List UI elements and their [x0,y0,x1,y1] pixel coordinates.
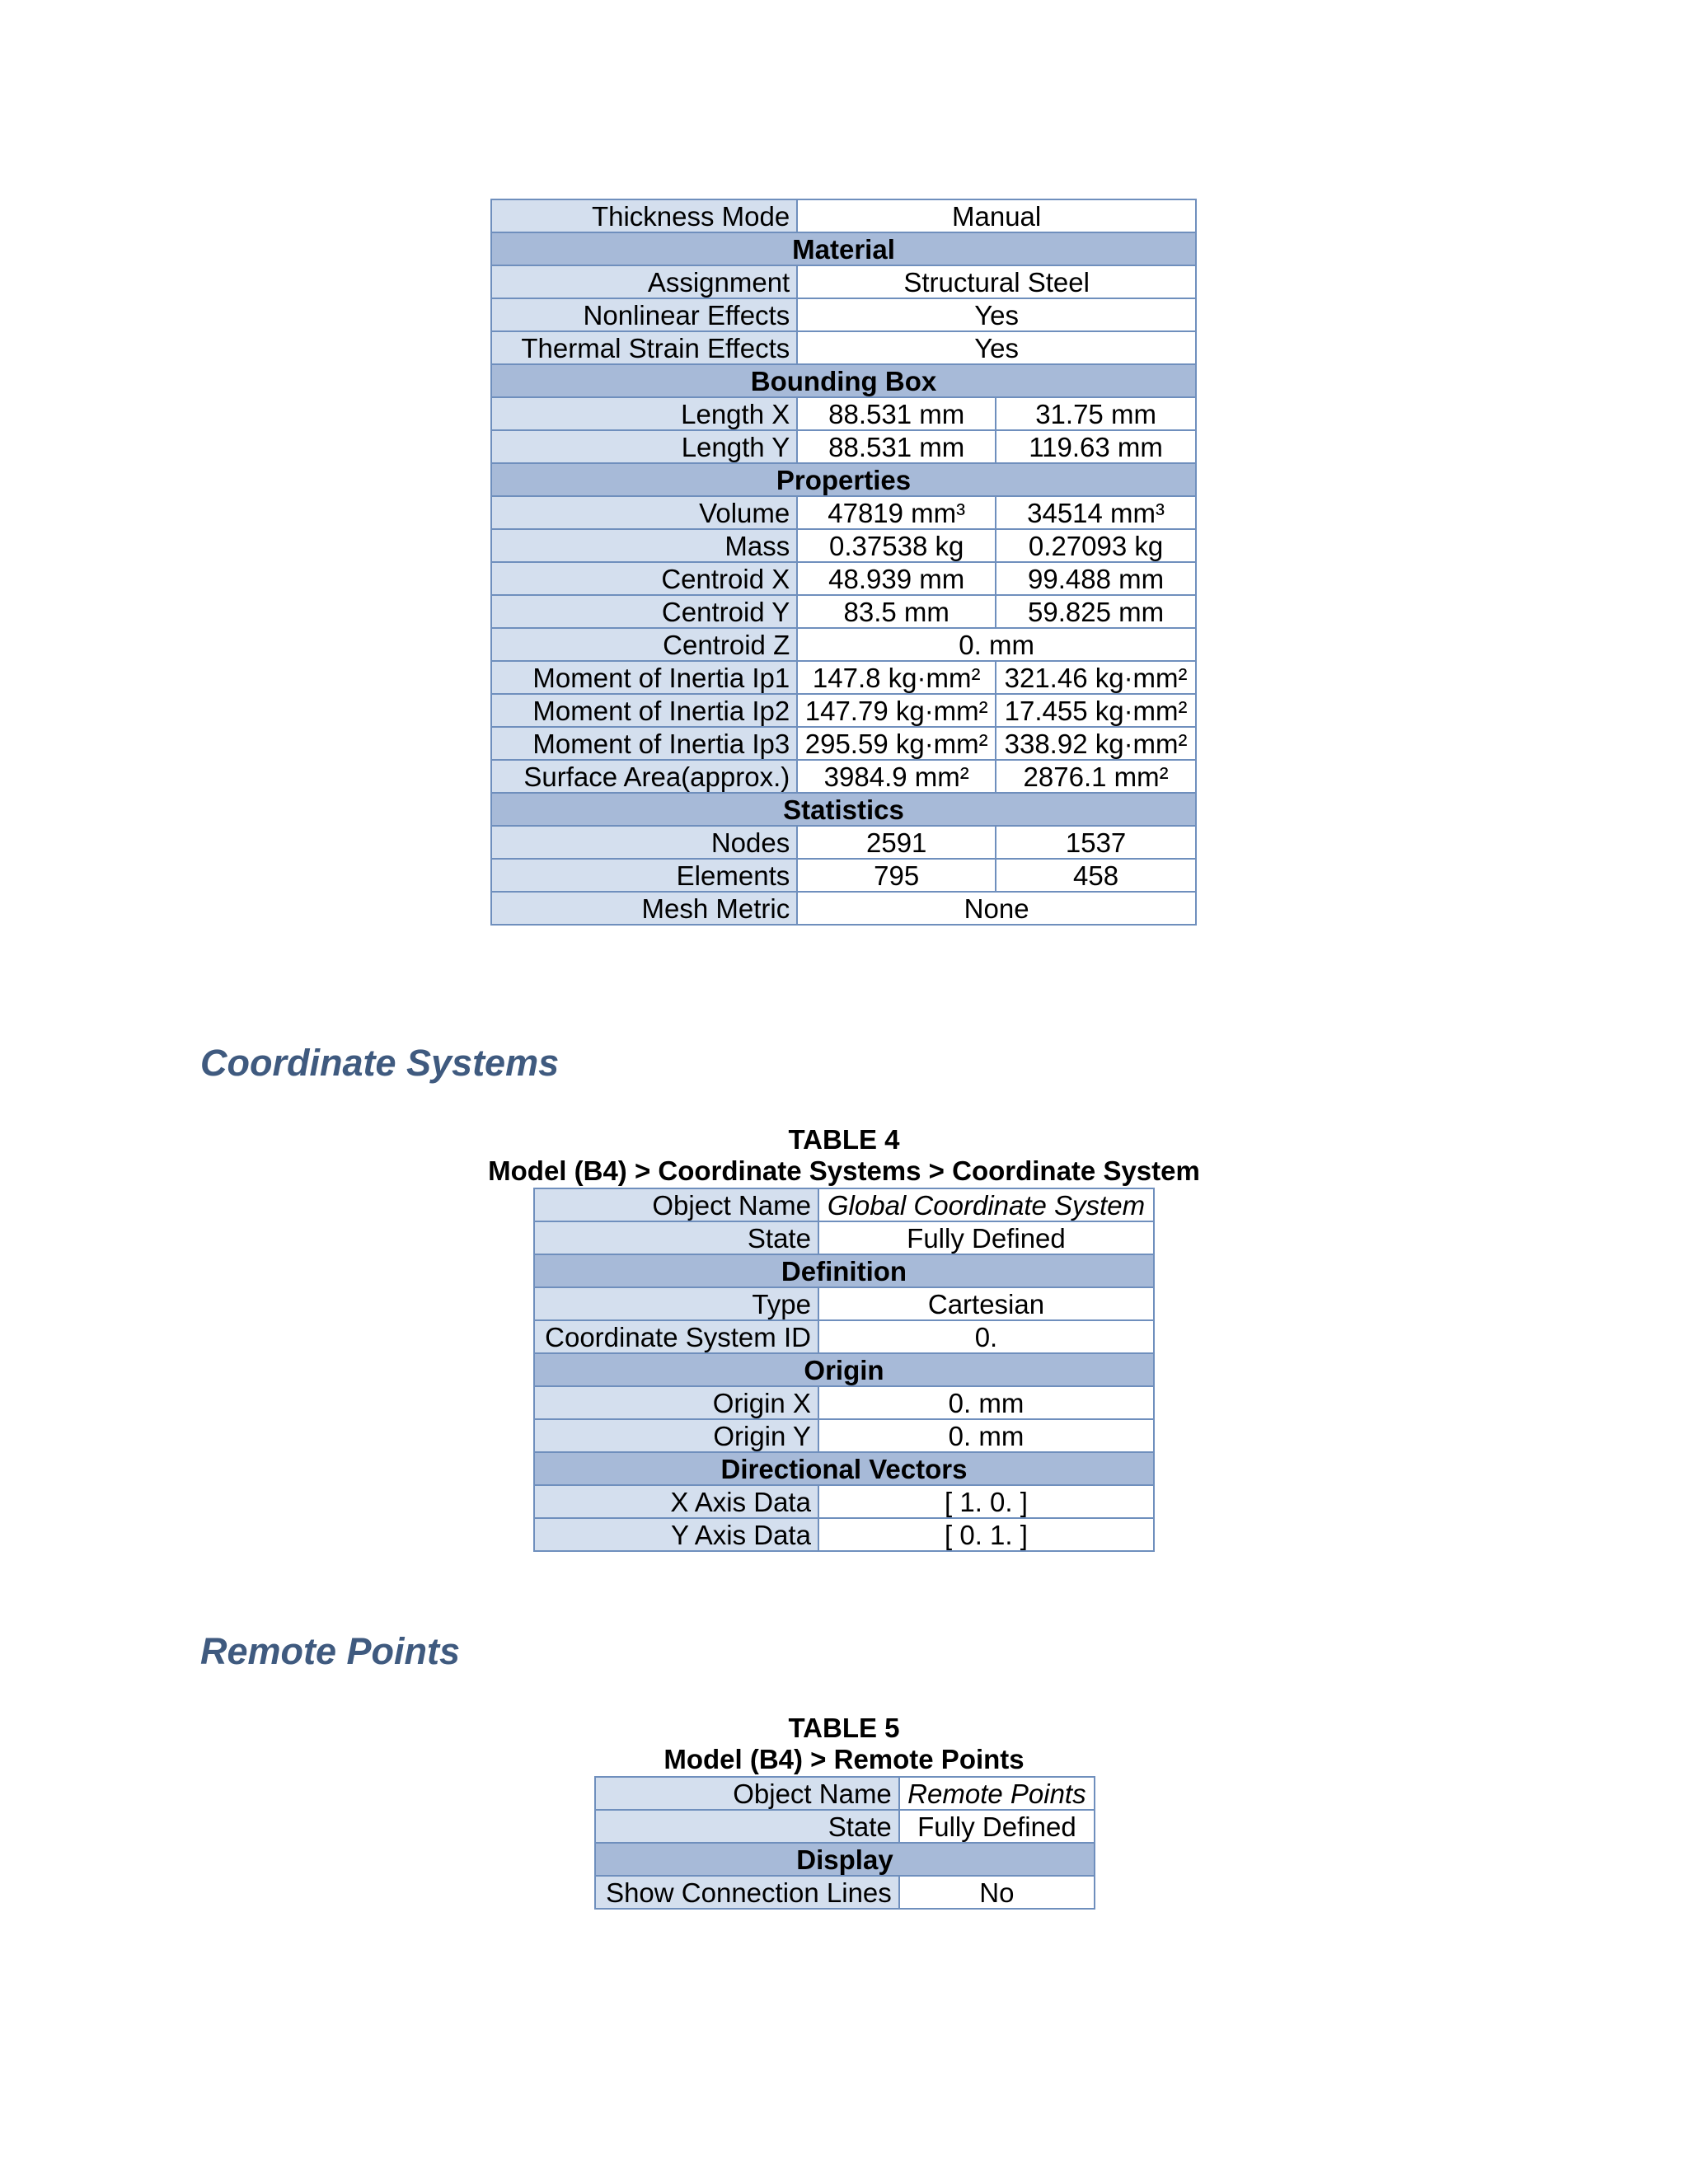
table4-caption [0,1124,1688,1187]
section-header: Material [491,232,1196,265]
section-row-material [491,232,1196,265]
coordinate-system-table [533,1188,1155,1552]
section-row-origin [534,1353,1154,1386]
table5-number: TABLE 5 [788,1713,900,1743]
row-value-v2: 1537 [996,826,1196,859]
section-row-properties [491,463,1196,496]
geometry-properties-table [490,199,1197,926]
row-label: Centroid Z [491,628,797,661]
table4-number: TABLE 4 [788,1124,900,1155]
row-value: 0. mm [797,628,1196,661]
table-row-origin-y [534,1419,1154,1452]
row-value-v1: 88.531 mm [797,397,996,430]
row-value-v2: 99.488 mm [996,562,1196,595]
row-label: X Axis Data [534,1485,818,1518]
row-label: Length Y [491,430,797,463]
table-row-assignment [491,265,1196,298]
row-value: 0. mm [818,1419,1154,1452]
table-row-thickness-mode [491,199,1196,232]
row-value: Yes [797,331,1196,364]
section-row-statistics [491,793,1196,826]
row-value-v2: 321.46 kg·mm² [996,661,1196,694]
row-value-v1: 83.5 mm [797,595,996,628]
row-label: Length X [491,397,797,430]
coordinate-systems-heading: Coordinate Systems [200,1042,560,1084]
row-value: Remote Points [899,1777,1095,1810]
table-row-length-y [491,430,1196,463]
row-value: Fully Defined [899,1810,1095,1843]
row-label: Assignment [491,265,797,298]
row-label: State [534,1221,818,1254]
row-value-v1: 147.8 kg·mm² [797,661,996,694]
row-label: Origin X [534,1386,818,1419]
row-label: Moment of Inertia Ip3 [491,727,797,760]
row-value: 0. mm [818,1386,1154,1419]
remote-points-heading: Remote Points [200,1630,461,1672]
section-header: Directional Vectors [534,1452,1154,1485]
table-row-surface-area-approx [491,760,1196,793]
row-value-v2: 31.75 mm [996,397,1196,430]
row-value-v1: 3984.9 mm² [797,760,996,793]
row-label: Mesh Metric [491,892,797,925]
table-row-moment-of-inertia-ip3 [491,727,1196,760]
section-header: Definition [534,1254,1154,1287]
row-value: Global Coordinate System [818,1188,1154,1221]
table-row-moment-of-inertia-ip1 [491,661,1196,694]
row-value-v1: 48.939 mm [797,562,996,595]
section-row-bounding-box [491,364,1196,397]
table-row-origin-x [534,1386,1154,1419]
row-label: Coordinate System ID [534,1320,818,1353]
row-value-v1: 795 [797,859,996,892]
table-row-y-axis-data [534,1518,1154,1551]
row-value-v1: 295.59 kg·mm² [797,727,996,760]
row-label: Y Axis Data [534,1518,818,1551]
table4-path: Model (B4) > Coordinate Systems > Coordinate System [488,1155,1200,1186]
row-label: Thermal Strain Effects [491,331,797,364]
table-row-object-name [534,1188,1154,1221]
table-row-coordinate-system-id [534,1320,1154,1353]
table-row-elements [491,859,1196,892]
section-row-definition [534,1254,1154,1287]
table5-caption [0,1713,1688,1775]
row-label: Moment of Inertia Ip2 [491,694,797,727]
section-header: Origin [534,1353,1154,1386]
table-row-nonlinear-effects [491,298,1196,331]
row-value: [ 0. 1. ] [818,1518,1154,1551]
row-value: [ 1. 0. ] [818,1485,1154,1518]
row-value-v2: 2876.1 mm² [996,760,1196,793]
table-row-object-name [595,1777,1095,1810]
section-header: Display [595,1843,1095,1876]
row-label: Centroid X [491,562,797,595]
row-label: Centroid Y [491,595,797,628]
row-value: None [797,892,1196,925]
row-value: Fully Defined [818,1221,1154,1254]
row-label: Elements [491,859,797,892]
row-value-v1: 88.531 mm [797,430,996,463]
section-row-display [595,1843,1095,1876]
row-value: Cartesian [818,1287,1154,1320]
row-value-v2: 458 [996,859,1196,892]
remote-points-table [594,1776,1095,1910]
row-label: Origin Y [534,1419,818,1452]
row-value-v2: 34514 mm³ [996,496,1196,529]
row-label: Volume [491,496,797,529]
row-label: Thickness Mode [491,199,797,232]
table-row-centroid-z [491,628,1196,661]
row-value: Structural Steel [797,265,1196,298]
table-row-state [595,1810,1095,1843]
section-header: Statistics [491,793,1196,826]
table-row-centroid-y [491,595,1196,628]
row-label: Mass [491,529,797,562]
row-value-v1: 2591 [797,826,996,859]
section-header: Properties [491,463,1196,496]
table-row-type [534,1287,1154,1320]
table-row-x-axis-data [534,1485,1154,1518]
table-row-nodes [491,826,1196,859]
row-label: Type [534,1287,818,1320]
row-value: 0. [818,1320,1154,1353]
table-row-length-x [491,397,1196,430]
row-label: Nodes [491,826,797,859]
row-value-v1: 0.37538 kg [797,529,996,562]
row-label: Object Name [595,1777,899,1810]
section-row-directional-vectors [534,1452,1154,1485]
row-value: No [899,1876,1095,1909]
row-value-v1: 147.79 kg·mm² [797,694,996,727]
row-label: Show Connection Lines [595,1876,899,1909]
table-row-mass [491,529,1196,562]
table-row-state [534,1221,1154,1254]
row-value-v2: 119.63 mm [996,430,1196,463]
table-row-show-connection-lines [595,1876,1095,1909]
table-row-centroid-x [491,562,1196,595]
row-value-v1: 47819 mm³ [797,496,996,529]
row-value-v2: 338.92 kg·mm² [996,727,1196,760]
table-row-thermal-strain-effects [491,331,1196,364]
table-row-mesh-metric [491,892,1196,925]
table-row-moment-of-inertia-ip2 [491,694,1196,727]
row-value: Manual [797,199,1196,232]
row-value: Yes [797,298,1196,331]
row-value-v2: 17.455 kg·mm² [996,694,1196,727]
table-row-volume [491,496,1196,529]
row-value-v2: 59.825 mm [996,595,1196,628]
section-header: Bounding Box [491,364,1196,397]
row-value-v2: 0.27093 kg [996,529,1196,562]
row-label: Surface Area(approx.) [491,760,797,793]
row-label: Object Name [534,1188,818,1221]
row-label: Moment of Inertia Ip1 [491,661,797,694]
row-label: State [595,1810,899,1843]
row-label: Nonlinear Effects [491,298,797,331]
table5-path: Model (B4) > Remote Points [663,1744,1025,1774]
